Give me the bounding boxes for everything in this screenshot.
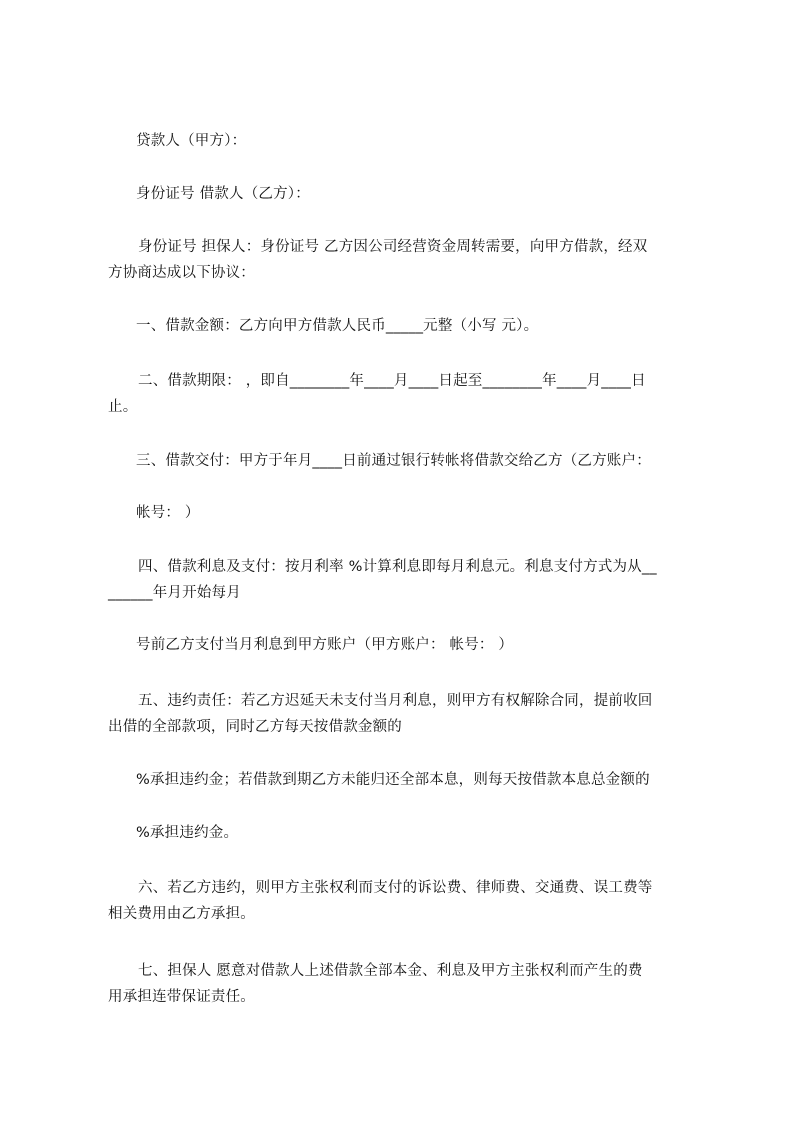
clause-2-loan-term	[108, 368, 700, 420]
guarantor-intro-line-1: 身份证号 担保人：身份证号 乙方因公司经营资金周转需要，向甲方借款，经双	[138, 239, 648, 255]
clause-5-line-2: 出借的全部款项，同时乙方每天按借款金额的	[108, 719, 402, 735]
borrower-label: 身份证号 借款人（乙方）：	[136, 186, 310, 202]
clause-2-line-2: 止。	[108, 399, 138, 415]
clause-7-guarantee	[108, 958, 700, 1010]
clause-1-line: 一、借款金额：乙方向甲方借款人民币_____元整（小写 元）。	[136, 318, 539, 334]
clause-4-line-2: ______年月开始每月	[108, 585, 241, 601]
clause-3-loan-delivery	[108, 448, 700, 474]
clause-2-line-1: 二、借款期限： ，即自________年____月____日起至________年____月____日	[138, 373, 646, 389]
lender-label: 贷款人（甲方）：	[136, 133, 247, 149]
clause-5-line-3: %承担违约金；若借款到期乙方未能归还全部本息，则每天按借款本息总金额的	[136, 772, 650, 788]
clause-6-costs	[108, 875, 700, 927]
clause-4-payment	[108, 632, 728, 658]
lender-line	[108, 128, 728, 154]
clause-4-line-3: 号前乙方支付当月利息到甲方账户（甲方账户： 帐号： ）	[136, 637, 514, 653]
guarantor-intro-paragraph	[108, 234, 700, 286]
guarantor-intro-line-2: 方协商达成以下协议：	[108, 265, 255, 281]
clause-3-line-2: 帐号： ）	[136, 505, 200, 521]
clause-5-penalty-1	[108, 767, 728, 793]
clause-5-penalty-2	[108, 820, 728, 846]
clause-5-breach	[108, 688, 700, 740]
clause-4-interest	[108, 554, 700, 606]
borrower-line	[108, 181, 728, 207]
clause-1-loan-amount	[108, 313, 728, 339]
clause-6-line-1: 六、若乙方违约，则甲方主张权利而支付的诉讼费、律师费、交通费、误工费等	[138, 880, 653, 896]
clause-5-line-1: 五、违约责任：若乙方迟延天未支付当月利息，则甲方有权解除合同，提前收回	[138, 693, 653, 709]
clause-6-line-2: 相关费用由乙方承担。	[108, 906, 255, 922]
clause-4-line-1: 四、借款利息及支付：按月利率 %计算利息即每月利息元。利息支付方式为从__	[138, 559, 657, 575]
clause-3-line-1: 三、借款交付：甲方于年月____日前通过银行转帐将借款交给乙方（乙方账户：	[136, 453, 651, 469]
clause-3-account	[108, 500, 728, 526]
clause-7-line-2: 用承担连带保证责任。	[108, 989, 255, 1005]
clause-7-line-1: 七、担保人 愿意对借款人上述借款全部本金、利息及甲方主张权利而产生的费	[138, 963, 643, 979]
clause-5-line-4: %承担违约金。	[136, 825, 239, 841]
